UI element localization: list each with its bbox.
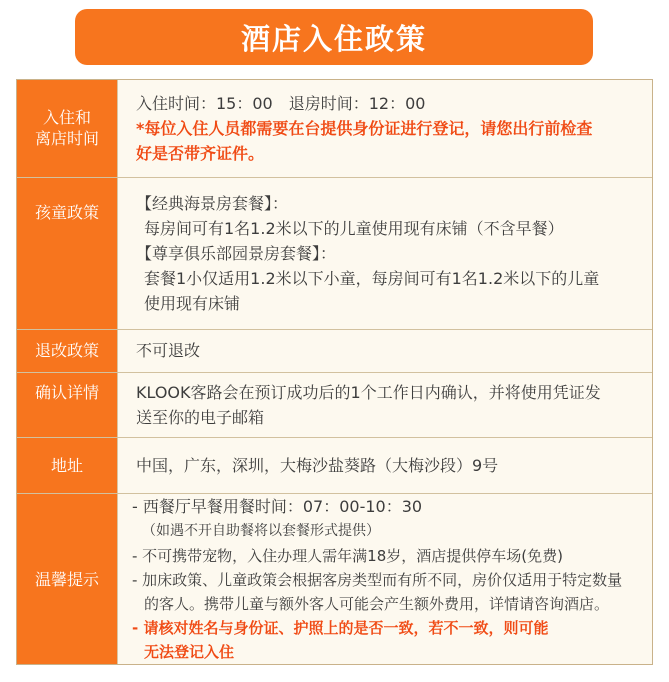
children-label: 孩童政策 <box>17 178 118 329</box>
package2-desc-line2: 使用现有床铺 <box>144 293 241 313</box>
address-content: 中国，广东，深圳，大梅沙盐葵路（大梅沙段）9号 <box>118 438 652 493</box>
tips-label: 温馨提示 <box>17 494 118 664</box>
package1-title: 【经典海景房套餐】： <box>136 193 289 213</box>
checkin-row <box>17 80 652 177</box>
package2-title: 【尊享俱乐部园景房套餐】： <box>136 243 337 263</box>
package2-desc-line1: 套餐1小仅适用1.2米以下小童，每房间可有1名1.2米以下的儿童 <box>144 268 600 288</box>
pet-parking-note: - 不可携带宠物，入住办理人需年满18岁，酒店提供停车场(免费) <box>132 547 563 566</box>
breakfast-time: - 西餐厅早餐用餐时间：07：00-10：30 <box>132 497 423 517</box>
address-row <box>17 437 652 493</box>
children-row <box>17 177 652 329</box>
confirm-line2: 送至你的电子邮箱 <box>136 407 265 427</box>
refund-row <box>17 329 652 372</box>
name-check-warning-line2: 无法登记入住 <box>144 643 235 662</box>
checkin-times: 入住时间：15：00 退房时间：12：00 <box>136 93 426 113</box>
confirm-content <box>118 373 652 438</box>
checkin-content <box>118 80 652 177</box>
extra-bed-note-line2: 的客人。携带儿童与额外客人可能会产生额外费用，详情请咨询酒店。 <box>144 595 610 614</box>
children-content <box>118 178 652 329</box>
extra-bed-note-line1: - 加床政策、儿童政策会根据客房类型而有所不同，房价仅适用于特定数量 <box>132 571 623 590</box>
confirm-row <box>17 372 652 438</box>
tips-content <box>118 494 652 664</box>
checkin-label <box>17 80 118 177</box>
refund-label: 退改政策 <box>17 330 118 372</box>
id-notice-line2: 好是否带齐证件。 <box>136 143 265 163</box>
id-notice-line1: *每位入住人员都需要在台提供身份证进行登记，请您出行前检查 <box>136 118 593 138</box>
name-check-warning-line1: - 请核对姓名与身份证、护照上的是否一致，若不一致，则可能 <box>132 619 549 638</box>
confirm-line1: KLOOK客路会在预订成功后的1个工作日内确认，并将使用凭证发 <box>136 382 601 402</box>
address-label: 地址 <box>17 438 118 493</box>
page-title: 酒店入住政策 <box>75 9 593 65</box>
policy-table <box>16 79 653 665</box>
refund-content: 不可退改 <box>118 330 652 372</box>
checkin-label-line1: 入住和 <box>42 108 91 128</box>
confirm-label: 确认详情 <box>17 373 118 438</box>
checkin-label-line2: 离店时间 <box>34 129 99 149</box>
breakfast-note: （如遇不开自助餐将以套餐形式提供） <box>142 523 380 540</box>
package1-desc: 每房间可有1名1.2米以下的儿童使用现有床铺（不含早餐） <box>144 218 564 238</box>
tips-row <box>17 493 652 664</box>
